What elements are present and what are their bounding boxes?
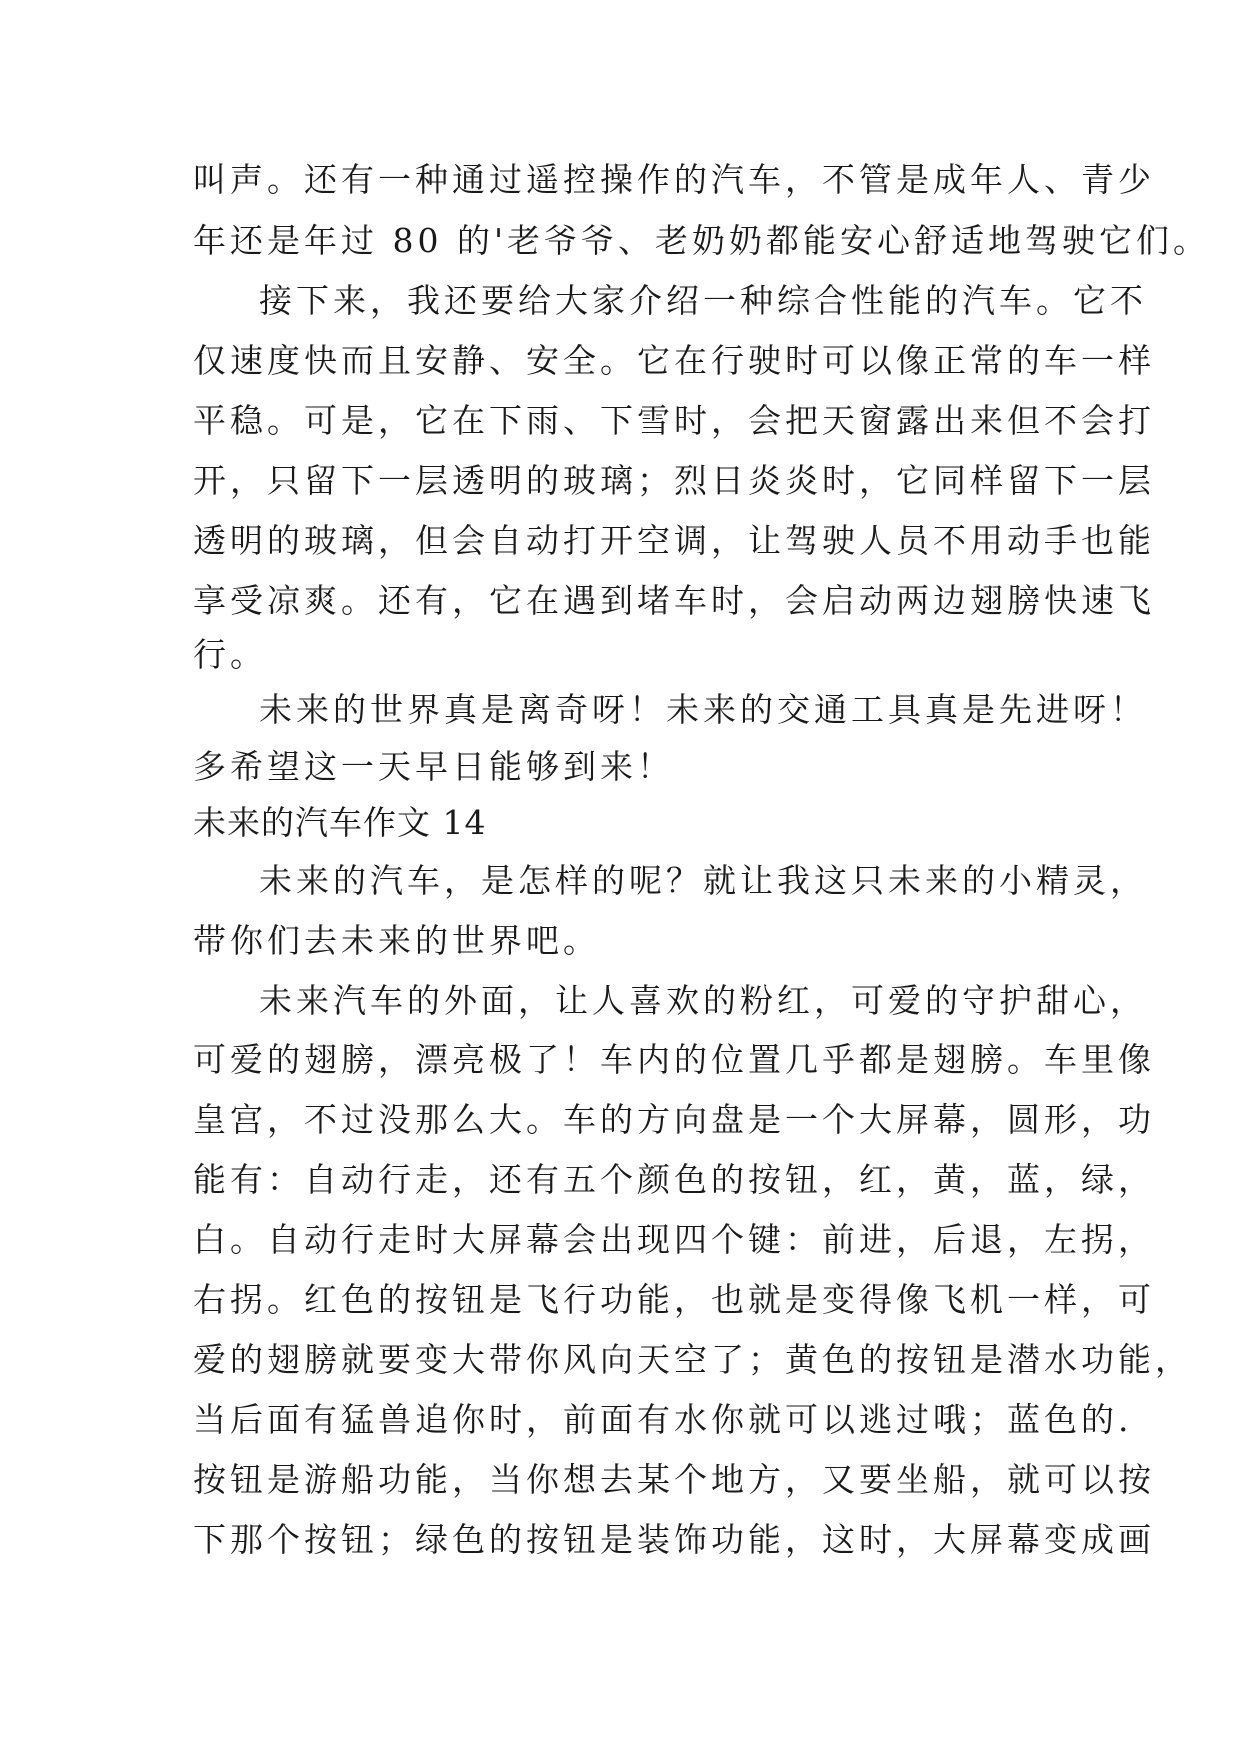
text-line: 能有：自动行走，还有五个颜色的按钮，红，黄，蓝，绿， (193, 1160, 1155, 1199)
text-line: 带你们去未来的世界吧。 (193, 921, 600, 960)
text-line: 年还是年过 80 的'老爷爷、老奶奶都能安心舒适地驾驶它们。 (193, 221, 1211, 260)
text-line: 皇宫，不过没那么大。车的方向盘是一个大屏幕，圆形，功 (193, 1100, 1155, 1139)
text-line: 白。自动行走时大屏幕会出现四个键：前进，后退，左拐， (193, 1220, 1155, 1259)
text-line: 仅速度快而且安静、安全。它在行驶时可以像正常的车一样 (193, 341, 1155, 380)
text-line: 可爱的翅膀，漂亮极了！车内的位置几乎都是翅膀。车里像 (193, 1040, 1155, 1079)
paragraph-start-line: 未来汽车的外面，让人喜欢的粉红，可爱的守护甜心， (259, 981, 1147, 1020)
text-line: 右拐。红色的按钮是飞行功能，也就是变得像飞机一样，可 (193, 1280, 1155, 1319)
text-line: 下那个按钮；绿色的按钮是装饰功能，这时，大屏幕变成画 (193, 1520, 1155, 1559)
text-line: 透明的玻璃，但会自动打开空调，让驾驶人员不用动手也能 (193, 521, 1155, 560)
text-line: 爱的翅膀就要变大带你风向天空了；黄色的按钮是潜水功能， (193, 1340, 1192, 1379)
text-line: 享受凉爽。还有，它在遇到堵车时，会启动两边翅膀快速飞 (193, 581, 1155, 620)
paragraph-start-line: 未来的世界真是离奇呀！未来的交通工具真是先进呀！ (259, 690, 1147, 729)
text-line: 平稳。可是，它在下雨、下雪时，会把天窗露出来但不会打 (193, 401, 1155, 440)
paragraph-start-line: 未来的汽车，是怎样的呢？就让我这只未来的小精灵， (259, 861, 1147, 900)
text-line: 按钮是游船功能，当你想去某个地方，又要坐船，就可以按 (193, 1460, 1155, 1499)
text-line: 多希望这一天早日能够到来！ (193, 747, 674, 786)
text-line: 当后面有猛兽追你时，前面有水你就可以逃过哦；蓝色的. (193, 1400, 1133, 1439)
essay-heading: 未来的汽车作文 14 (193, 803, 487, 842)
paragraph-start-line: 接下来，我还要给大家介绍一种综合性能的汽车。它不 (259, 281, 1147, 320)
text-line: 行。 (193, 635, 267, 674)
text-line: 开，只留下一层透明的玻璃；烈日炎炎时，它同样留下一层 (193, 461, 1155, 500)
text-line: 叫声。还有一种通过遥控操作的汽车，不管是成年人、青少 (193, 160, 1155, 199)
